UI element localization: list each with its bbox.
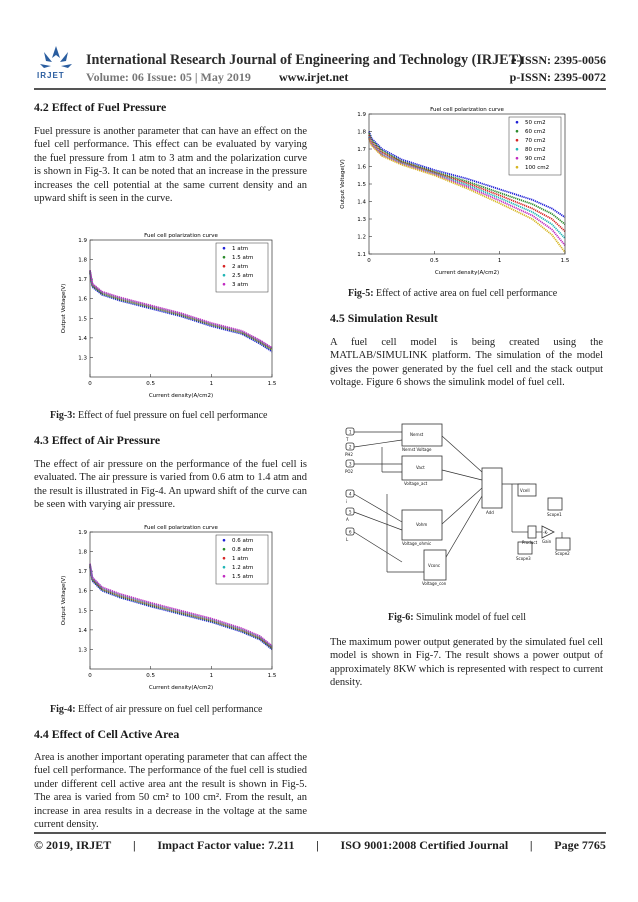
x-tick-label: 1 xyxy=(209,673,214,679)
y-tick-label: 1.8 xyxy=(78,549,87,556)
header-divider xyxy=(34,88,606,90)
footer-copyright: © 2019, IRJET xyxy=(34,838,112,852)
sim-input-6: 6 xyxy=(349,529,352,535)
sim-input-4: 4 xyxy=(349,491,352,497)
legend-label: 3 atm xyxy=(232,282,249,288)
figure-4-chart xyxy=(58,520,278,695)
x-tick-label: 0.5 xyxy=(146,381,156,387)
x-tick-label: 1 xyxy=(209,381,214,387)
fig3-caption-text: Effect of fuel pressure on fuel cell performance xyxy=(75,410,268,421)
legend-marker xyxy=(223,283,226,286)
footer-separator: | xyxy=(529,838,533,852)
sim-block-product: Product xyxy=(522,540,538,545)
y-tick-label: 1.6 xyxy=(78,296,87,303)
fig6-label: Fig-6: xyxy=(388,612,414,623)
y-axis-label: Output Voltage(V) xyxy=(61,575,67,626)
figure-3-chart xyxy=(58,228,278,403)
sim-block-vohm: Vohm xyxy=(416,522,428,527)
fig5-caption-text: Effect of active area on fuel cell performance xyxy=(373,288,558,299)
sim-block-nernst: Nernst xyxy=(410,432,424,437)
footer-impact-factor: Impact Factor value: 7.211 xyxy=(157,838,295,852)
sim-in-label-ph2: PH2 xyxy=(345,452,353,457)
logo-text: IRJET xyxy=(37,71,65,80)
figure-3-caption xyxy=(50,410,268,421)
sim-label-voltage-ohmic: Voltage_ohmic xyxy=(402,541,432,546)
sim-in-label-l: L xyxy=(346,537,349,542)
y-tick-label: 1.3 xyxy=(357,217,366,223)
sim-input-2: 2 xyxy=(349,444,352,450)
section-4-5 xyxy=(330,311,603,390)
sim-block-gain-label: Gain xyxy=(542,539,552,544)
y-tick-label: 1.8 xyxy=(78,257,87,264)
legend-marker xyxy=(223,247,226,250)
y-tick-label: 1.9 xyxy=(357,112,366,118)
sim-block-vconc: Vconc xyxy=(428,563,441,568)
pissn: p-ISSN: 2395-0072 xyxy=(509,70,606,84)
x-axis-label: Current density(A/cm2) xyxy=(148,685,214,691)
x-tick-label: 0 xyxy=(88,381,92,387)
fig4-svg xyxy=(58,520,278,695)
y-tick-label: 1.4 xyxy=(78,627,87,634)
sim-in-label-t: T xyxy=(346,437,349,442)
section-text-4-2: Fuel pressure is another parameter that can have an effect on the fuel cell performance. This effect can be evaluated by varying the fuel pressure from 1 atm to 3 atm and the polarization curve is shown in Fig-3. It can be noted that an increase in the pressure increases the cell potential at the same current density and an upward shift is seen in the curve. xyxy=(34,126,307,205)
y-axis-label: Output Voltage(V) xyxy=(61,283,67,334)
legend-label: 2.5 atm xyxy=(232,273,254,279)
x-tick-label: 1.5 xyxy=(267,673,277,679)
sim-block-scope1: Scope1 xyxy=(547,512,562,517)
y-tick-label: 1.2 xyxy=(357,234,366,241)
legend-label: 1.2 atm xyxy=(232,565,254,571)
y-tick-label: 1.4 xyxy=(78,335,87,342)
legend-label: 0.8 atm xyxy=(232,547,254,553)
sim-in-label-i: i xyxy=(346,499,348,504)
legend-label: 70 cm2 xyxy=(525,138,546,144)
sim-input-3: 3 xyxy=(349,461,352,467)
sim-in-label-po2: PO2 xyxy=(345,469,354,474)
footer-divider xyxy=(34,832,606,834)
legend-marker xyxy=(223,539,226,542)
footer-iso: ISO 9001:2008 Certified Journal xyxy=(340,838,509,852)
x-axis-label: Current density(A/cm2) xyxy=(148,393,214,399)
chart-title: Fuel cell polarization curve xyxy=(430,107,504,113)
legend-marker xyxy=(223,566,226,569)
x-tick-label: 1 xyxy=(497,258,502,264)
legend-marker xyxy=(223,274,226,277)
y-tick-label: 1.1 xyxy=(357,252,366,258)
legend-marker xyxy=(223,575,226,578)
sim-block-scope2: Scope2 xyxy=(555,551,570,556)
y-tick-label: 1.4 xyxy=(357,199,366,206)
eissn: e-ISSN: 2395-0056 xyxy=(511,53,606,67)
sim-block-vcell: Vcell xyxy=(520,488,530,493)
y-tick-label: 1.5 xyxy=(78,608,87,615)
legend-label: 90 cm2 xyxy=(525,156,546,162)
fig5-svg xyxy=(337,102,571,280)
journal-title: International Research Journal of Engineering and Technology (IRJET) xyxy=(86,52,523,68)
chart-title: Fuel cell polarization curve xyxy=(144,233,218,239)
legend-marker xyxy=(516,148,519,151)
y-tick-label: 1.8 xyxy=(357,129,366,136)
section-text-4-5: A fuel cell model is being created using the MATLAB/SIMULINK platform. The simulation of the model gives the power generated by the fuel cell and the stack output voltage. Figure 6 shows the simulink model of fuel cell. xyxy=(330,337,603,389)
simulink-model-diagram xyxy=(342,412,572,600)
legend-marker xyxy=(223,557,226,560)
y-tick-label: 1.5 xyxy=(78,316,87,323)
section-power-output xyxy=(330,636,603,690)
figure-5-caption xyxy=(348,288,557,299)
x-tick-label: 0.5 xyxy=(146,673,156,679)
sim-label-nernst-voltage: Nernst Voltage xyxy=(402,447,432,452)
legend-marker xyxy=(516,130,519,133)
section-title-4-4: 4.4 Effect of Cell Active Area xyxy=(34,727,180,741)
y-tick-label: 1.5 xyxy=(357,182,366,188)
fig3-svg xyxy=(58,228,278,403)
journal-footer xyxy=(34,838,606,853)
y-tick-label: 1.7 xyxy=(78,277,87,284)
footer-separator: | xyxy=(133,838,136,852)
section-4-2 xyxy=(34,100,307,205)
legend-label: 100 cm2 xyxy=(525,165,550,171)
x-tick-label: 0.5 xyxy=(429,258,439,264)
legend-marker xyxy=(223,256,226,259)
legend-label: 1.5 atm xyxy=(232,255,254,261)
fig6-caption-text: Simulink model of fuel cell xyxy=(413,612,527,623)
x-axis-label: Current density(A/cm2) xyxy=(434,270,500,276)
x-tick-label: 1.5 xyxy=(560,258,570,264)
fig3-label: Fig-3: xyxy=(50,410,76,421)
sim-block-scope3: Scope3 xyxy=(516,556,531,561)
sim-block-vact: Vact xyxy=(416,465,425,470)
sim-input-1: 1 xyxy=(349,429,352,435)
sim-gain-value: -K- xyxy=(543,530,549,535)
sim-input-5: 5 xyxy=(349,509,352,515)
figure-5-chart xyxy=(337,102,571,280)
section-text-4-4: Area is another important operating parameter that can affect the fuel cell performance. The performance of the fuel cell is studied under different cell active area ant the result is shown in Fig-5. The area is varied from 50 cm² to 100 cm². From the result, an increase in area results in a decrease in the voltage at the same current density. xyxy=(34,752,307,831)
sim-block-add: Add xyxy=(486,510,494,515)
sim-label-voltage-con: Voltage_con xyxy=(422,581,447,586)
legend-marker xyxy=(223,548,226,551)
figure-6-caption xyxy=(388,612,526,623)
fig4-caption-text: Effect of air pressure on fuel cell performance xyxy=(75,704,263,715)
section-4-3 xyxy=(34,433,307,512)
y-axis-label: Output Voltage(V) xyxy=(340,159,346,209)
footer-separator: | xyxy=(316,838,319,852)
x-tick-label: 1.5 xyxy=(267,381,277,387)
legend-marker xyxy=(516,121,519,124)
journal-header xyxy=(34,42,606,86)
section-title-4-2: 4.2 Effect of Fuel Pressure xyxy=(34,100,167,114)
legend-label: 60 cm2 xyxy=(525,129,546,135)
legend-marker xyxy=(516,166,519,169)
legend-marker xyxy=(516,139,519,142)
fig4-label: Fig-4: xyxy=(50,704,76,715)
legend-label: 1.5 atm xyxy=(232,574,254,580)
legend-label: 0.6 atm xyxy=(232,538,254,544)
y-tick-label: 1.7 xyxy=(357,147,366,153)
section-text-4-3: The effect of air pressure on the performance of the fuel cell is evaluated. The air pressure is varied from 0.6 atm to 1.4 atm and the result is illustrated in Fig-4. An upward shift of the curve can be seen with varying air pressure. xyxy=(34,459,307,511)
legend-marker xyxy=(223,265,226,268)
y-tick-label: 1.7 xyxy=(78,569,87,576)
chart-title: Fuel cell polarization curve xyxy=(144,525,218,531)
y-tick-label: 1.3 xyxy=(78,355,87,362)
y-tick-label: 1.9 xyxy=(78,238,87,244)
journal-website[interactable]: www.irjet.net xyxy=(279,70,349,84)
y-tick-label: 1.6 xyxy=(78,588,87,595)
x-tick-label: 0 xyxy=(367,258,371,264)
sim-label-voltage-act: Voltage_act xyxy=(404,481,428,486)
section-title-4-3: 4.3 Effect of Air Pressure xyxy=(34,433,161,447)
footer-page-number: Page 7765 xyxy=(554,838,606,852)
x-tick-label: 0 xyxy=(88,673,92,679)
section-title-4-5: 4.5 Simulation Result xyxy=(330,311,438,325)
legend-label: 1 atm xyxy=(232,246,249,252)
power-output-text: The maximum power output generated by the simulated fuel cell model is shown in Fig-7. The result shows a power output of approximately 8KW which is represented with respect to current density. xyxy=(330,637,603,689)
sim-in-label-a: A xyxy=(346,517,349,522)
fig5-label: Fig-5: xyxy=(348,288,374,299)
y-tick-label: 1.3 xyxy=(78,647,87,654)
y-tick-label: 1.6 xyxy=(357,164,366,171)
volume-issue: Volume: 06 Issue: 05 | May 2019 xyxy=(86,70,251,84)
section-4-4 xyxy=(34,727,307,831)
y-tick-label: 1.9 xyxy=(78,530,87,536)
legend-label: 50 cm2 xyxy=(525,120,546,126)
legend-label: 1 atm xyxy=(232,556,249,562)
legend-label: 2 atm xyxy=(232,264,249,270)
figure-4-caption xyxy=(50,704,263,715)
legend-label: 80 cm2 xyxy=(525,147,546,153)
legend-marker xyxy=(516,157,519,160)
